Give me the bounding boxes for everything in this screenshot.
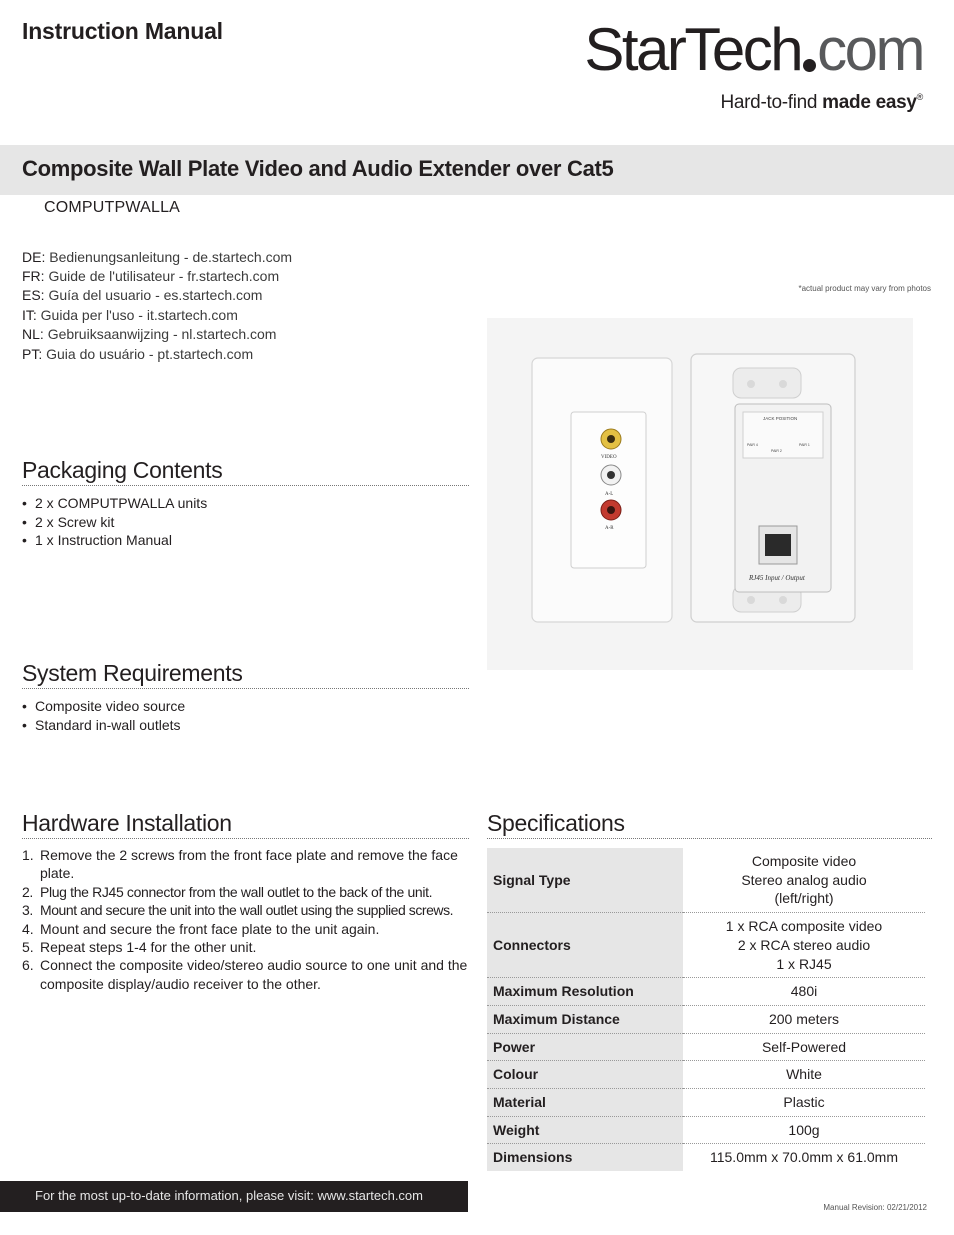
spec-label: Connectors <box>487 913 683 978</box>
spec-label: Power <box>487 1033 683 1061</box>
table-row <box>487 1116 925 1144</box>
language-link-es[interactable]: ES: Guía del usuario - es.startech.com <box>22 287 263 304</box>
logo-tagline: Hard-to-find made easy® <box>720 92 923 113</box>
spec-label: Signal Type <box>487 848 683 913</box>
spec-value: 1 x RCA composite video 2 x RCA stereo audio 1 x RJ45 <box>683 913 925 978</box>
manual-revision: Manual Revision: 02/21/2012 <box>823 1203 927 1212</box>
language-link-nl[interactable]: NL: Gebruiksaanwijzing - nl.startech.com <box>22 325 277 342</box>
photo-disclaimer: *actual product may vary from photos <box>798 284 931 293</box>
table-row <box>487 848 925 913</box>
table-row <box>487 1089 925 1117</box>
list-item: • 2 x COMPUTPWALLA units <box>22 494 207 513</box>
specifications-table <box>487 848 925 1171</box>
language-link-de[interactable]: DE: Bedienungsanleitung - de.startech.com <box>22 249 293 265</box>
logo-dot <box>803 59 816 72</box>
list-item: • 2 x Screw kit <box>22 513 207 532</box>
list-item: • Standard in-wall outlets <box>22 716 185 735</box>
table-row <box>487 913 925 978</box>
document-type: Instruction Manual <box>22 18 223 44</box>
packaging-heading: Packaging Contents <box>22 457 469 486</box>
logo-wordmark: StarTech com <box>584 16 923 83</box>
step-item: 6. Connect the composite video/stereo audio source to one unit and the composite display/audio receiver to the other. <box>22 957 468 992</box>
installation-heading: Hardware Installation <box>22 810 469 839</box>
product-photo <box>487 318 913 670</box>
step-item: 5. Repeat steps 1-4 for the other unit. <box>22 939 257 956</box>
spec-value: 100g <box>683 1116 925 1144</box>
spec-value: Plastic <box>683 1089 925 1117</box>
spec-label: Colour <box>487 1061 683 1089</box>
back-unit <box>691 354 855 622</box>
spec-value: White <box>683 1061 925 1089</box>
language-link-fr[interactable]: FR: Guide de l'utilisateur - fr.startech.com <box>22 268 280 285</box>
spec-label: Maximum Distance <box>487 1005 683 1033</box>
language-link-it[interactable]: IT: Guida per l'uso - it.startech.com <box>22 306 238 323</box>
table-row <box>487 1061 925 1089</box>
list-item: • 1 x Instruction Manual <box>22 531 207 550</box>
startech-logo <box>583 14 923 118</box>
mount-bracket-top <box>733 368 801 398</box>
label-pair-4: PAIR 4 <box>747 443 758 447</box>
table-row <box>487 1005 925 1033</box>
table-row <box>487 1144 925 1171</box>
step-item: 3. Mount and secure the unit into the wall outlet using the supplied screws. <box>22 902 454 919</box>
requirements-list <box>22 697 185 734</box>
spec-value: Self-Powered <box>683 1033 925 1061</box>
label-audio-left: A-L <box>605 492 614 497</box>
spec-value: Composite video Stereo analog audio (left/right) <box>683 848 925 913</box>
label-video: VIDEO <box>601 455 617 460</box>
requirements-heading: System Requirements <box>22 660 469 689</box>
label-rj45: RJ45 Input / Output <box>749 574 805 582</box>
table-row <box>487 1033 925 1061</box>
spec-label: Weight <box>487 1116 683 1144</box>
table-row <box>487 978 925 1006</box>
spec-label: Dimensions <box>487 1144 683 1171</box>
product-sku: COMPUTPWALLA <box>44 199 181 216</box>
language-link-pt[interactable]: PT: Guia do usuário - pt.startech.com <box>22 346 254 363</box>
product-title: Composite Wall Plate Video and Audio Extender over Cat5 <box>22 156 614 181</box>
front-face-plate <box>532 358 672 622</box>
list-item: • Composite video source <box>22 697 185 716</box>
spec-value: 200 meters <box>683 1005 925 1033</box>
spec-label: Material <box>487 1089 683 1117</box>
label-pair-2: PAIR 2 <box>771 449 782 453</box>
installation-steps <box>22 846 469 993</box>
packaging-list <box>22 494 207 550</box>
specifications-heading: Specifications <box>487 810 932 839</box>
step-item: 2. Plug the RJ45 connector from the wall outlet to the back of the unit. <box>22 883 433 900</box>
spec-value: 115.0mm x 70.0mm x 61.0mm <box>709 1149 899 1166</box>
spec-label: Maximum Resolution <box>487 978 683 1006</box>
label-jack-position: JACK POSITION <box>763 416 798 421</box>
spec-value: 480i <box>683 978 925 1006</box>
step-item: 4. Mount and secure the front face plate to the unit again. <box>22 920 380 937</box>
label-audio-right: A-R <box>605 526 614 531</box>
label-pair-1: PAIR 1 <box>799 443 810 447</box>
step-item: 1. Remove the 2 screws from the front face plate and remove the face plate. <box>22 847 458 882</box>
language-links <box>22 248 292 364</box>
footer-info-link[interactable]: For the most up-to-date information, please visit: www.startech.com <box>35 1188 423 1203</box>
